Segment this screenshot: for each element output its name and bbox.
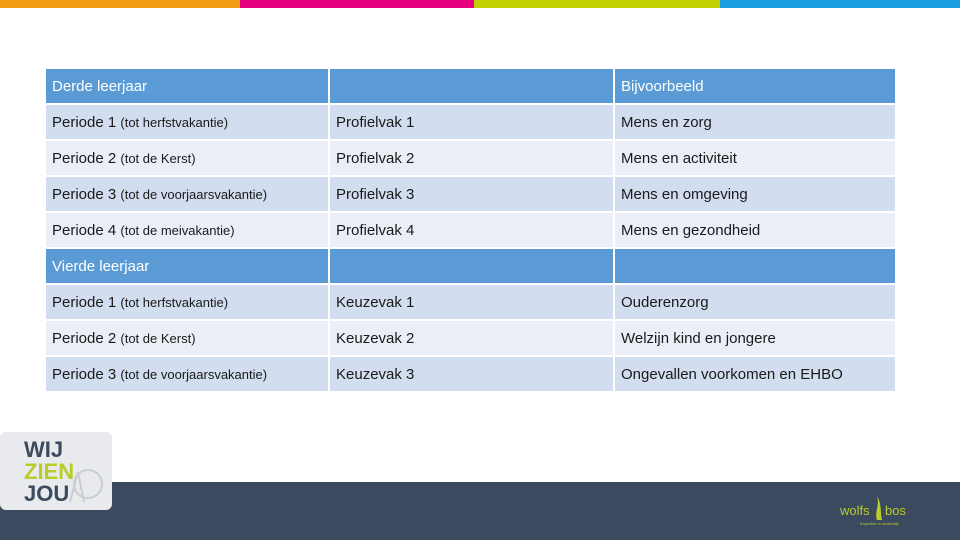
period-note: (tot de Kerst) <box>120 330 196 346</box>
period-cell <box>46 105 328 139</box>
period-label: Periode 1 <box>52 113 117 131</box>
vak-cell: Profielvak 3 <box>330 177 613 211</box>
flame-icon <box>876 496 882 520</box>
wolfsbos-name-left: wolfs <box>840 503 870 518</box>
vak-cell: Profielvak 4 <box>330 213 613 247</box>
strip-blue <box>720 0 960 8</box>
period-cell <box>46 213 328 247</box>
period-label: Periode 4 <box>52 221 117 239</box>
period-label: Periode 1 <box>52 293 117 311</box>
example-cell: Mens en zorg <box>615 105 895 139</box>
header-cell-empty <box>330 249 613 283</box>
period-cell <box>46 357 328 391</box>
section-header-derde <box>46 69 895 103</box>
example-cell: Mens en activiteit <box>615 141 895 175</box>
example-cell: Ouderenzorg <box>615 285 895 319</box>
period-cell <box>46 285 328 319</box>
period-label: Periode 3 <box>52 365 117 383</box>
table-row <box>46 321 895 355</box>
table-row <box>46 105 895 139</box>
period-cell <box>46 177 328 211</box>
period-note: (tot herfstvakantie) <box>120 114 229 130</box>
period-note: (tot de voorjaarsvakantie) <box>120 366 268 382</box>
period-note: (tot de meivakantie) <box>120 222 235 238</box>
table-row <box>46 213 895 247</box>
wolfsbos-name-right: bos <box>885 503 906 518</box>
table-row <box>46 141 895 175</box>
strip-orange <box>0 0 240 8</box>
wolfsbos-tagline: Expertise in onderwijs <box>860 521 899 526</box>
header-cell-year: Derde leerjaar <box>46 69 328 103</box>
logo-line-jou: JOU <box>24 481 70 506</box>
period-label: Periode 2 <box>52 149 117 167</box>
wij-zien-jou-logo <box>0 432 112 510</box>
period-note: (tot de voorjaarsvakantie) <box>120 186 268 202</box>
table-row <box>46 357 895 391</box>
period-note: (tot de Kerst) <box>120 150 196 166</box>
curriculum-table <box>44 67 897 393</box>
vak-cell: Profielvak 2 <box>330 141 613 175</box>
header-cell-empty <box>615 249 895 283</box>
example-cell: Mens en gezondheid <box>615 213 895 247</box>
header-cell-empty <box>330 69 613 103</box>
strip-lime <box>474 0 720 8</box>
logo-line-wij: WIJ <box>24 437 64 462</box>
vak-cell: Keuzevak 2 <box>330 321 613 355</box>
wolfsbos-logo <box>838 494 926 528</box>
period-note: (tot herfstvakantie) <box>120 294 229 310</box>
vak-cell: Profielvak 1 <box>330 105 613 139</box>
strip-magenta <box>240 0 474 8</box>
logo-line-zien: ZIEN <box>24 459 75 484</box>
header-cell-example: Bijvoorbeeld <box>615 69 895 103</box>
period-cell <box>46 141 328 175</box>
period-label: Periode 2 <box>52 329 117 347</box>
table-row <box>46 285 895 319</box>
period-label: Periode 3 <box>52 185 117 203</box>
footer-bar <box>0 482 960 540</box>
example-cell: Mens en omgeving <box>615 177 895 211</box>
table-row <box>46 177 895 211</box>
section-header-vierde <box>46 249 895 283</box>
header-cell-year: Vierde leerjaar <box>46 249 328 283</box>
example-cell: Welzijn kind en jongere <box>615 321 895 355</box>
top-color-strip <box>0 0 960 8</box>
vak-cell: Keuzevak 3 <box>330 357 613 391</box>
vak-cell: Keuzevak 1 <box>330 285 613 319</box>
example-cell: Ongevallen voorkomen en EHBO <box>615 357 895 391</box>
period-cell <box>46 321 328 355</box>
